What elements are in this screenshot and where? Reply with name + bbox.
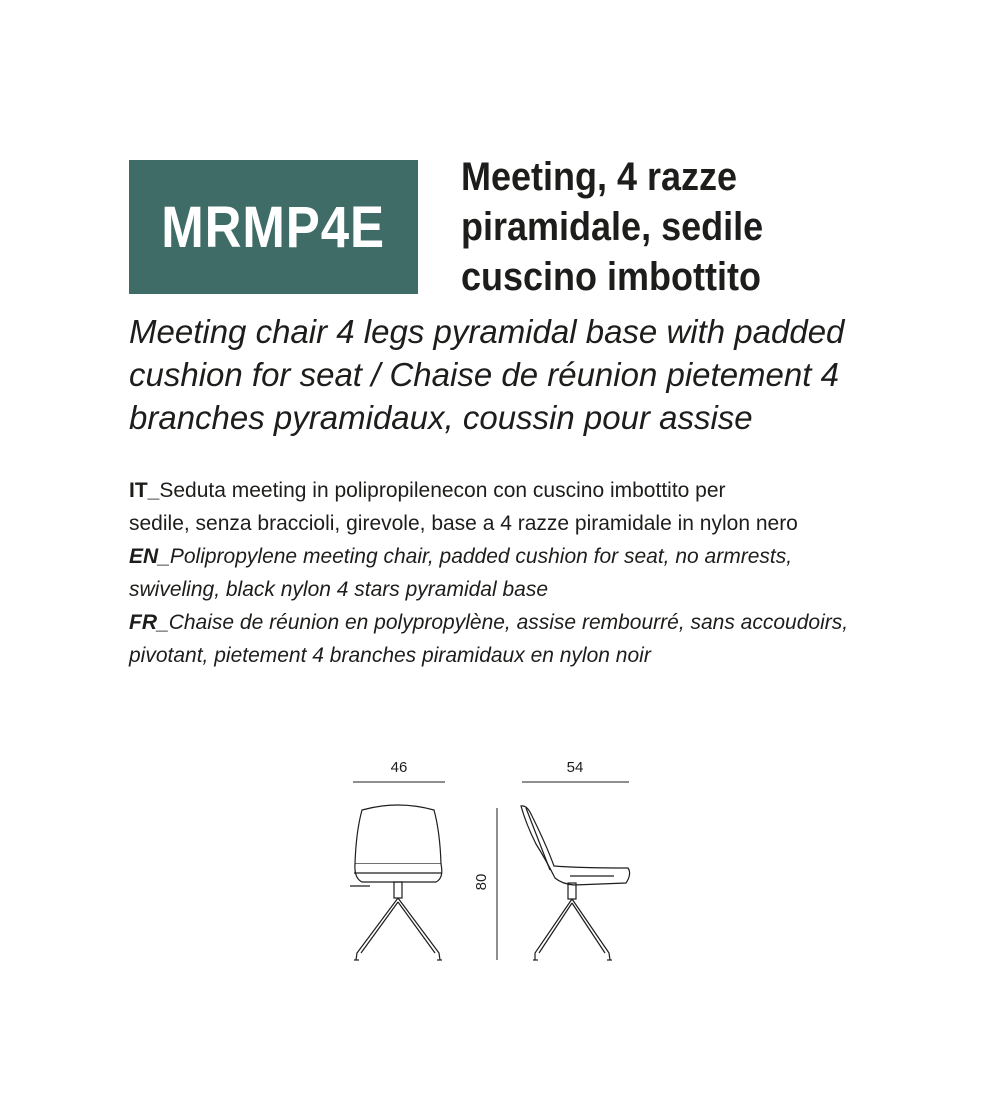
product-descriptions [129,474,851,672]
subtitle-line: cushion for seat / Chaise de réunion pietement 4 [129,356,839,393]
height-dimension-label: 80 [473,873,490,891]
description-fr-line [129,606,851,639]
subtitle-line: Meeting chair 4 legs pyramidal base with padded [129,313,845,350]
description-it-text: Seduta meeting in polipropilenecon con cuscino imbottito per [159,479,726,502]
product-code: MRMP4E [161,194,386,260]
chair-side-view [521,806,630,960]
lang-prefix-it: IT_ [129,479,160,502]
description-en-text: Polipropylene meeting chair, padded cushion for seat, no armrests, [169,545,793,568]
description-it-line [129,474,851,507]
title-line: Meeting, 4 razze [461,155,738,199]
chair-front-view [350,805,442,960]
product-title-italian [461,152,839,302]
description-fr-line: pivotant, pietement 4 branches piramidaux en nylon noir [129,644,651,667]
dimension-drawing [340,752,650,972]
lang-prefix-fr: FR_ [129,611,169,634]
description-fr-text: Chaise de réunion en polypropylène, assise rembourré, sans accoudoirs, [168,611,849,634]
subtitle-line: branches pyramidaux, coussin pour assise [129,399,753,436]
description-it-line: sedile, senza braccioli, girevole, base a 4 razze piramidale in nylon nero [129,512,798,535]
product-subtitle [129,310,851,439]
description-en-line: swiveling, black nylon 4 stars pyramidal base [129,578,549,601]
product-code-box [129,160,418,294]
width-dimension-label: 46 [390,759,408,776]
title-line: cuscino imbottito [461,255,761,299]
lang-prefix-en: EN_ [129,545,170,568]
description-en-line [129,540,851,573]
title-line: piramidale, sedile [461,205,764,249]
depth-dimension-label: 54 [566,759,584,776]
